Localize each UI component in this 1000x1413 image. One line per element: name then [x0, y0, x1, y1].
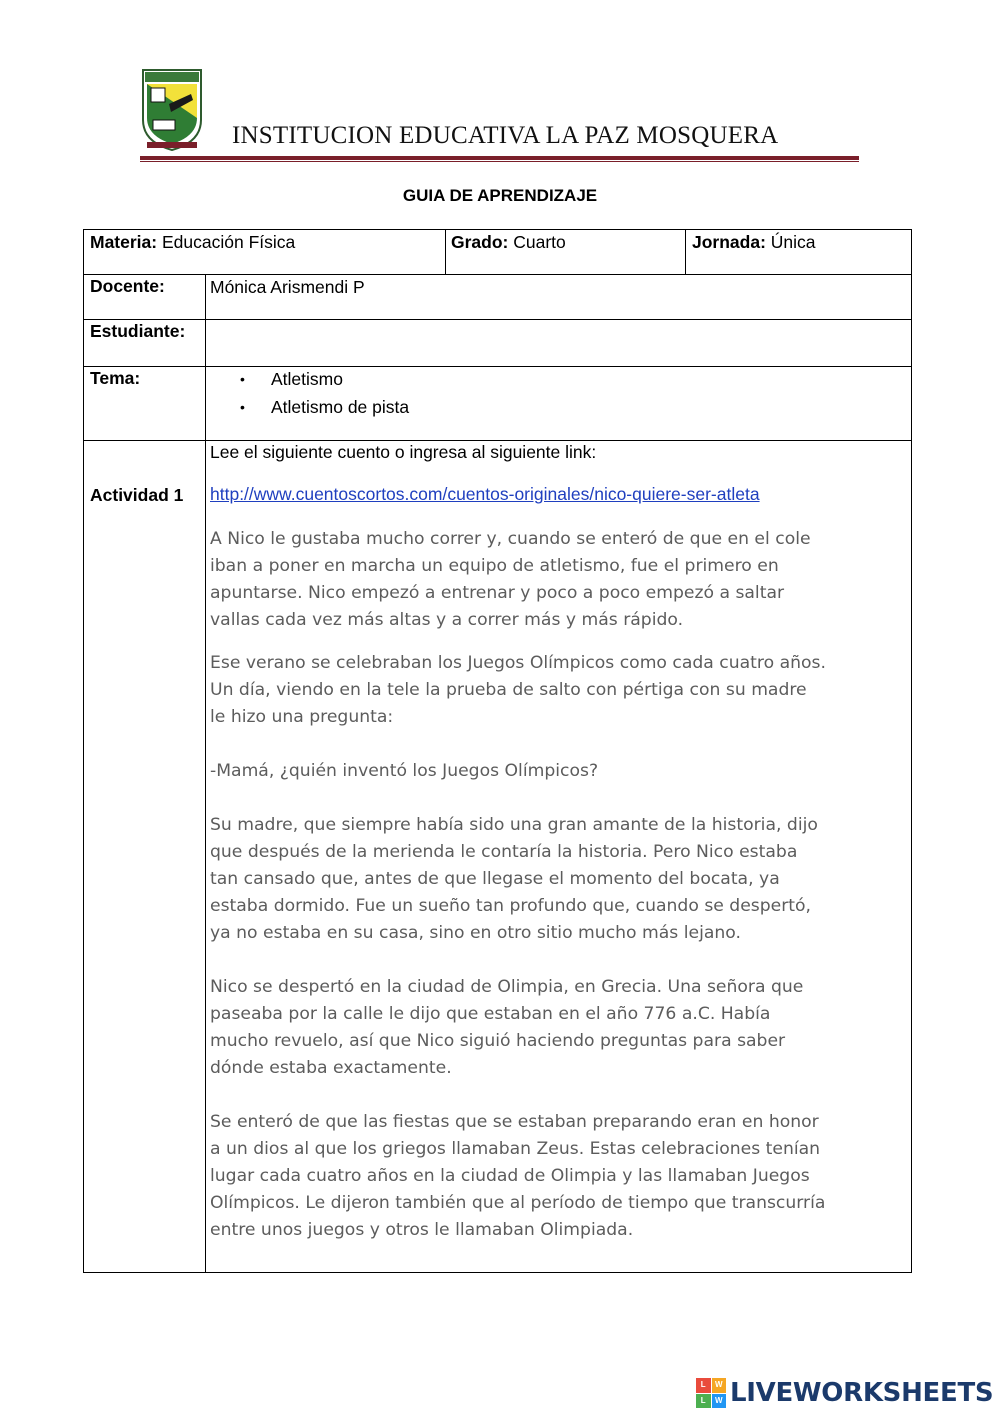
school-name: INSTITUCION EDUCATIVA LA PAZ MOSQUERA	[232, 122, 779, 149]
cell-divider	[205, 320, 206, 366]
materia-cell	[90, 232, 295, 253]
school-crest-icon	[139, 68, 205, 152]
header-rule-thin	[140, 161, 859, 162]
tema-item: • Atletismo de pista	[240, 395, 409, 423]
story-line: vallas cada vez más altas y a correr más y más rápido.	[210, 610, 684, 630]
badge-letter: L	[696, 1394, 711, 1409]
story-paragraph-4	[210, 812, 910, 947]
cell-divider	[205, 275, 206, 319]
tema-item: • Atletismo	[240, 367, 409, 395]
story-line: paseaba por la calle le dijo que estaban en el año 776 a.C. Había	[210, 1004, 771, 1024]
story-paragraph-6	[210, 1109, 910, 1244]
watermark-text: LIVEWORKSHEETS	[730, 1378, 994, 1408]
story-line: estaba dormido. Fue un sueño tan profundo que, cuando se despertó,	[210, 896, 812, 916]
story-line: que después de la merienda le contaría la historia. Pero Nico estaba	[210, 842, 798, 862]
grado-value: Cuarto	[513, 232, 566, 252]
story-paragraph-5	[210, 974, 910, 1082]
materia-label: Materia:	[90, 232, 158, 252]
estudiante-label: Estudiante:	[90, 321, 186, 341]
story-line: lugar cada cuatro años en la ciudad de Olimpia y las llamaban Juegos	[210, 1166, 810, 1186]
badge-letter: L	[696, 1378, 711, 1393]
estudiante-input[interactable]	[210, 321, 900, 361]
cell-divider	[205, 367, 206, 440]
story-line: dónde estaba exactamente.	[210, 1058, 452, 1078]
story-line: Olímpicos. Le dijeron también que al período de tiempo que transcurría	[210, 1193, 826, 1213]
info-row-docente	[83, 274, 912, 320]
header-rule	[140, 156, 859, 160]
jornada-label: Jornada:	[692, 232, 766, 252]
story-line: le hizo una pregunta:	[210, 707, 394, 727]
story-line: mucho revuelo, así que Nico siguió haciendo preguntas para saber	[210, 1031, 786, 1051]
page-title: GUIA DE APRENDIZAJE	[402, 186, 598, 205]
tema-list	[240, 367, 409, 423]
badge-letter: W	[712, 1394, 727, 1409]
story-line: Un día, viendo en la tele la prueba de salto con pértiga con su madre	[210, 680, 807, 700]
materia-value: Educación Física	[161, 232, 296, 252]
cell-divider	[205, 441, 206, 1272]
story-line: apuntarse. Nico empezó a entrenar y poco a poco empezó a saltar	[210, 583, 785, 603]
story-paragraph-1	[210, 526, 910, 634]
story-line: ya no estaba en su casa, sino en otro sitio mucho más lejano.	[210, 923, 741, 943]
story-paragraph-2	[210, 650, 910, 731]
story-line: A Nico le gustaba mucho correr y, cuando se enteró de que en el cole	[210, 529, 811, 549]
cell-divider	[685, 230, 686, 274]
jornada-cell	[692, 232, 816, 253]
story-line: tan cansado que, antes de que llegase el momento del bocata, ya	[210, 869, 780, 889]
story-line: Nico se despertó en la ciudad de Olimpia, en Grecia. Una señora que	[210, 977, 804, 997]
story-line: iban a poner en marcha un equipo de atletismo, fue el primero en	[210, 556, 779, 576]
story-link[interactable]: http://www.cuentoscortos.com/cuentos-originales/nico-quiere-ser-atleta	[210, 484, 760, 504]
activity-intro: Lee el siguiente cuento o ingresa al siguiente link:	[210, 442, 597, 462]
badge-letter: W	[712, 1378, 727, 1393]
story-line: Se enteró de que las fiestas que se estaban preparando eran en honor	[210, 1112, 819, 1132]
grado-label: Grado:	[451, 232, 509, 252]
story-line: a un dios al que los griegos llamaban Zeus. Estas celebraciones tenían	[210, 1139, 821, 1159]
story-line: Su madre, que siempre había sido una gran amante de la historia, dijo	[210, 815, 818, 835]
tema-label: Tema:	[90, 368, 141, 388]
liveworksheets-logo-icon	[696, 1378, 726, 1408]
story-line: -Mamá, ¿quién inventó los Juegos Olímpicos?	[210, 761, 599, 781]
story-paragraph-3	[210, 758, 910, 785]
story-line: Ese verano se celebraban los Juegos Olímpicos como cada cuatro años.	[210, 653, 826, 673]
activity-label: Actividad 1	[90, 485, 184, 505]
grado-cell	[451, 232, 566, 253]
docente-value: Mónica Arismendi P	[210, 277, 365, 297]
info-row-tema	[83, 366, 912, 441]
story-line: entre unos juegos y otros le llamaban Olimpiada.	[210, 1220, 634, 1240]
jornada-value: Única	[770, 232, 816, 252]
liveworksheets-watermark	[696, 1377, 993, 1409]
cell-divider	[445, 230, 446, 274]
docente-label: Docente:	[90, 276, 165, 296]
